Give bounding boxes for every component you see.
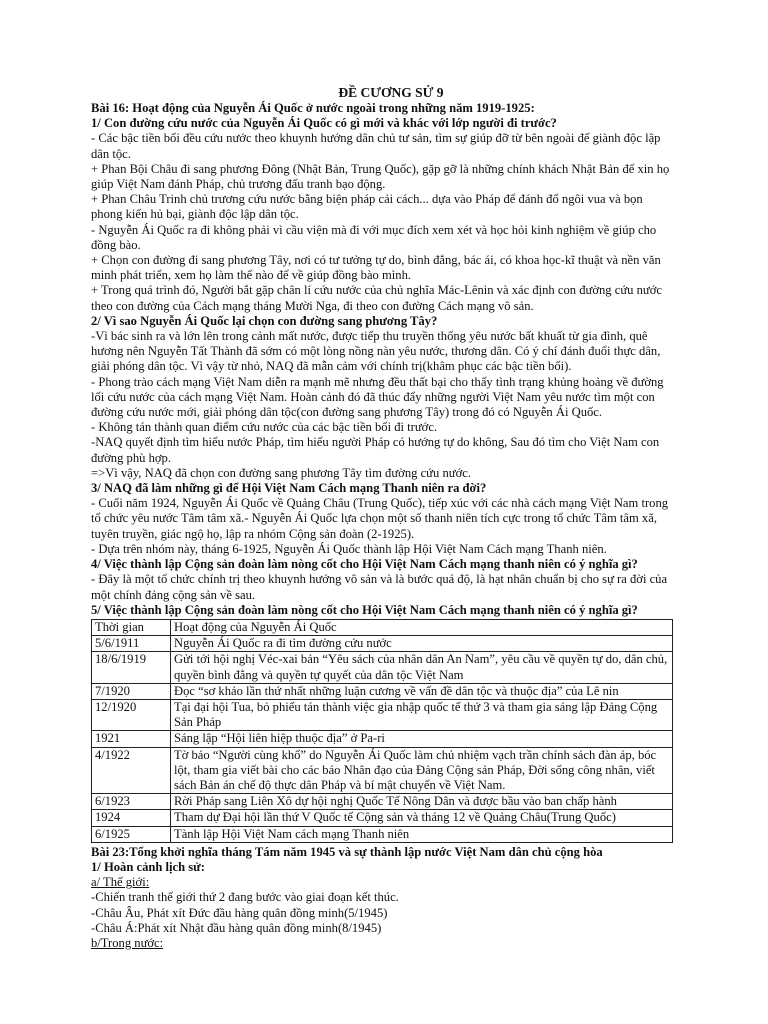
domestic-subheading: b/Trong nước: <box>91 935 164 950</box>
table-cell-activity: Nguyễn Ái Quốc ra đi tìm đường cứu nước <box>171 636 673 652</box>
table-cell-date: 6/1923 <box>92 794 171 810</box>
table-cell-activity: Gửi tới hội nghị Véc-xai bản “Yêu sách của nhân dân An Nam”, yêu cầu về quyền tự do, dân chủ, quyền bình đẳng và quyền tự quyết của dân tộc Việt Nam <box>171 652 673 683</box>
table-cell-activity: Sáng lập “Hội liên hiệp thuộc địa” ở Pa-ri <box>171 731 673 747</box>
table-cell-date: 6/1925 <box>92 826 171 842</box>
paragraph: -Châu Á:Phát xít Nhật đầu hàng quân đồng minh(8/1945) <box>91 920 382 935</box>
table-row <box>92 826 673 842</box>
paragraph: -Vì bác sinh ra và lớn lên trong cảnh mất nước, được tiếp thu truyền thống yêu nước bất khuất từ gia đình, quê hương nên Nguyễn Tất Thành đã sớm có một lòng nồng nàn yêu nước, thương dân. Có ý chí đánh đuổi thực dân, giải phóng dân tộc. Vì vậy từ nhỏ, NAQ đã mẫn cảm với chính trị(khâm phục các bậc tiền bối). <box>91 329 661 374</box>
paragraph: -Chiến tranh thế giới thứ 2 đang bước vào giai đoạn kết thúc. <box>91 890 399 905</box>
table-header-cell: Thời gian <box>92 619 171 635</box>
table-cell-activity: Tành lập Hội Việt Nam cách mạng Thanh niên <box>171 826 673 842</box>
table-cell-date: 4/1922 <box>92 747 171 794</box>
table-cell-date: 5/6/1911 <box>92 636 171 652</box>
page-title: ĐỀ CƯƠNG SỬ 9 <box>338 85 444 100</box>
table-row <box>92 794 673 810</box>
paragraph: - Nguyễn Ái Quốc ra đi không phải vì cầu viện mà đi với mục đích xem xét và học hỏi kinh nghiệm về giúp cho đồng bào. <box>91 222 657 252</box>
paragraph: - Phong trào cách mạng Việt Nam diễn ra mạnh mẽ nhưng đều thất bại cho thấy tình trạng khủng hoảng về đường lối cứu nước của cách mạng Việt Nam. Hoàn cảnh đó đã thúc đẩy những người Việt Nam yêu nước tìm một con đường cứu nước mới, giải phóng dân tộc(con đường sang phương Tây) trong đó có Nguyễn Ái Quốc. <box>91 374 664 420</box>
table-cell-activity: Tờ báo “Người cùng khổ” do Nguyễn Ái Quốc làm chủ nhiệm vạch trần chính sách đàn áp, bóc lột, tham gia viết bài cho các báo Nhân đạo của Đảng Cộng sản Pháp, Đời sống công nhân, viết sách Bản án chế độ thực dân Pháp và bí mật chuyển về Việt Nam. <box>171 747 673 794</box>
paragraph: - Dựa trên nhóm này, tháng 6-1925, Nguyễn Ái Quốc thành lập Hội Việt Nam Cách mạng Thanh niên. <box>91 541 607 556</box>
table-cell-date: 12/1920 <box>92 699 171 730</box>
table-cell-date: 18/6/1919 <box>92 652 171 683</box>
table-cell-date: 7/1920 <box>92 683 171 699</box>
paragraph: + Trong quá trình đó, Người bắt gặp chân lí cứu nước của chủ nghĩa Mác-Lênin và xác định con đường cứu nước theo con đường của Cách mạng tháng Mười Nga, đi theo con đường Cách mạng vô sản. <box>91 283 662 313</box>
table-row <box>92 652 673 683</box>
paragraph: =>Vì vậy, NAQ đã chọn con đường sang phương Tây tìm đường cứu nước. <box>91 465 471 480</box>
question-1-heading: 1/ Con đường cứu nước của Nguyễn Ái Quốc có gì mới và khác với lớp người đi trước? <box>91 116 557 131</box>
table-row <box>92 810 673 826</box>
paragraph: -Châu Âu, Phát xít Đức đầu hàng quân đồng minh(5/1945) <box>91 905 388 920</box>
table-row <box>92 699 673 730</box>
paragraph: - Không tán thành quan điểm cứu nước của các bậc tiền bối đi trước. <box>91 420 438 435</box>
paragraph: + Phan Châu Trinh chủ trương cứu nước bằng biện pháp cải cách... dựa vào Pháp để đánh đổ ngôi vua và bọn phong kiến hủ bại, giành độc lập dân tộc. <box>91 192 643 222</box>
table-cell-activity: Tại đại hội Tua, bỏ phiếu tán thành việc gia nhập quốc tế thứ 3 và tham gia sáng lập Đảng Cộng Sản Pháp <box>171 699 673 730</box>
table-cell-activity: Đọc “sơ khảo lần thứ nhất những luận cương về vấn đề dân tộc và thuộc địa” của Lê nin <box>171 683 673 699</box>
question-3-heading: 3/ NAQ đã làm những gì để Hội Việt Nam Cách mạng Thanh niên ra đời? <box>91 481 487 496</box>
table-row <box>92 683 673 699</box>
question-2-heading: 2/ Vì sao Nguyễn Ái Quốc lại chọn con đường sang phương Tây? <box>91 313 438 328</box>
paragraph: -NAQ quyết định tìm hiểu nước Pháp, tìm hiểu người Pháp có hướng tự do không, Sau đó tìm cho Việt Nam con đường phù hợp. <box>91 435 660 465</box>
section-1-heading: 1/ Hoàn cảnh lịch sử: <box>91 859 205 874</box>
table-row <box>92 731 673 747</box>
question-4-heading: 4/ Việc thành lập Cộng sản đoàn làm nòng cốt cho Hội Việt Nam Cách mạng thanh niên có ý nghĩa gì? <box>91 557 638 572</box>
table-header-row <box>92 619 673 635</box>
lesson-23-heading: Bài 23:Tổng khởi nghĩa tháng Tám năm 1945 và sự thành lập nước Việt Nam dân chủ cộng hòa <box>91 844 603 859</box>
paragraph: + Phan Bội Châu đi sang phương Đông (Nhật Bản, Trung Quốc), gặp gỡ là những chính khách Nhật Bản để xin họ giúp Việt Nam đánh Pháp, chủ trương đấu tranh bạo động. <box>91 161 670 192</box>
table-cell-activity: Rời Pháp sang Liên Xô dự hội nghị Quốc Tế Nông Dân và được bầu vào ban chấp hành <box>171 794 673 810</box>
table-cell-date: 1921 <box>92 731 171 747</box>
world-subheading: a/ Thế giới: <box>91 875 150 890</box>
table-row <box>92 747 673 794</box>
question-5-heading: 5/ Việc thành lập Cộng sản đoàn làm nòng cốt cho Hội Việt Nam Cách mạng thanh niên có ý nghĩa gì? <box>91 602 638 617</box>
table-cell-activity: Tham dự Đại hội lần thứ V Quốc tế Cộng sản và tháng 12 về Quảng Châu(Trung Quốc) <box>171 810 673 826</box>
timeline-table <box>91 619 673 843</box>
table-header-cell: Hoạt động của Nguyễn Ái Quốc <box>171 619 673 635</box>
paragraph: + Chọn con đường đi sang phương Tây, nơi có tư tưởng tự do, bình đẳng, bác ái, có khoa học-kĩ thuật và nền văn minh phát triển, xem họ làm thế nào để về giúp đồng bào mình. <box>91 253 661 283</box>
document-body <box>91 84 673 951</box>
paragraph: - Đây là một tổ chức chính trị theo khuynh hướng vô sản và là bước quá độ, là hạt nhân chuẩn bị cho sự ra đời của một chính đảng cộng sản về sau. <box>91 572 668 602</box>
table-cell-date: 1924 <box>92 810 171 826</box>
lesson-16-heading: Bài 16: Hoạt động của Nguyễn Ái Quốc ở nước ngoài trong những năm 1919-1925: <box>91 101 535 115</box>
paragraph: - Các bậc tiền bối đều cứu nước theo khuynh hướng dân chủ tư sản, tìm sự giúp đỡ từ bên ngoài để giành độc lập dân tộc. <box>91 131 661 161</box>
table-row <box>92 636 673 652</box>
paragraph: - Cuối năm 1924, Nguyễn Ái Quốc về Quảng Châu (Trung Quốc), tiếp xúc với các nhà cách mạng Việt Nam trong tổ chức yêu nước Tâm tâm xã.- Nguyễn Ái Quốc lựa chọn một số thanh niên tích cực trong tổ chức Tâm tâm xã, tuyên truyền, giác ngộ họ, lập ra nhóm Cộng sản đoàn (2-1925). <box>91 496 669 541</box>
